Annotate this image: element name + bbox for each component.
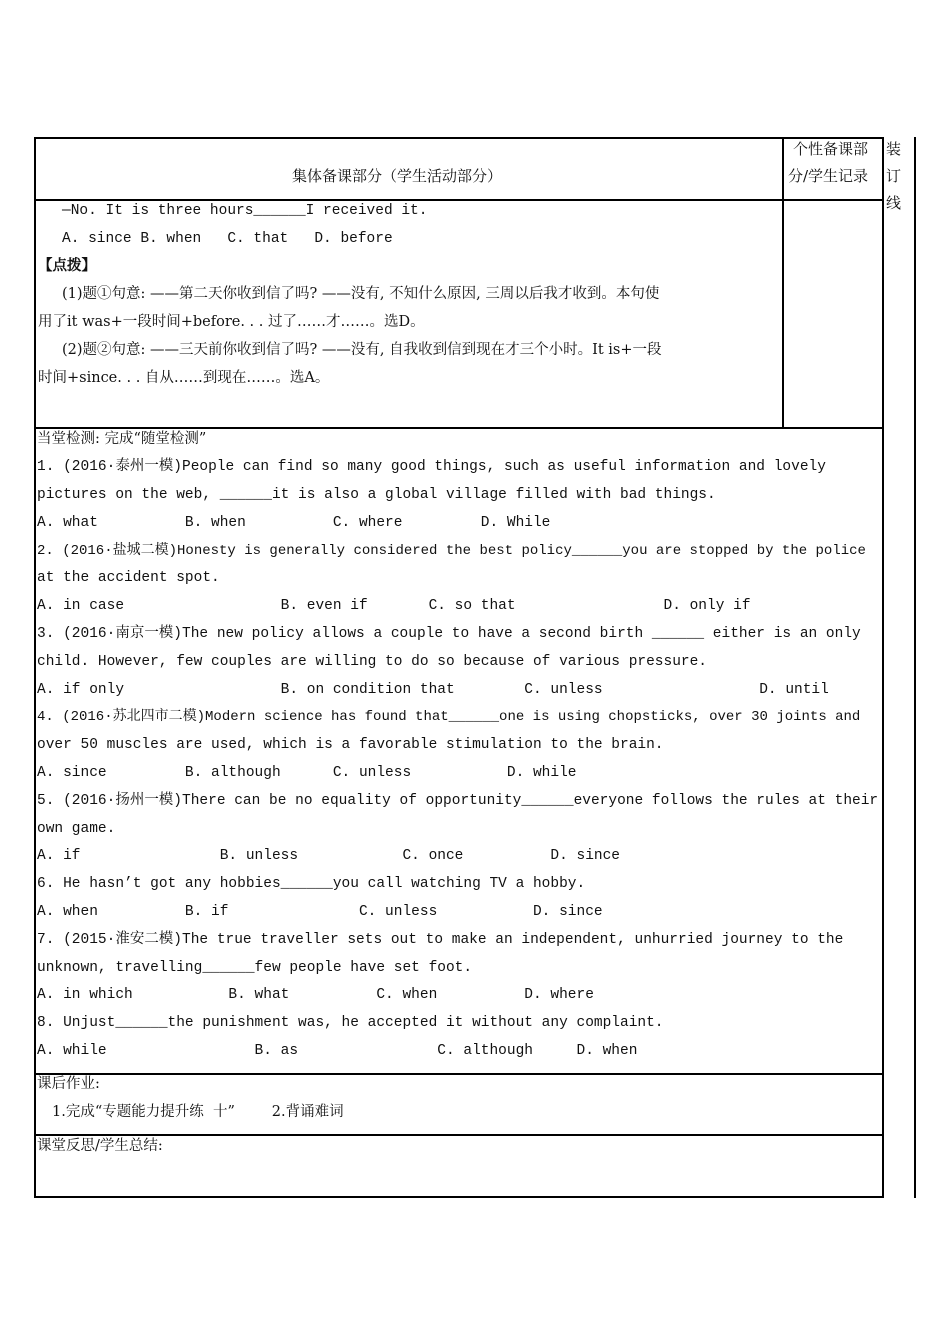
question-line: 8. Unjust______the punishment was, he accepted it without any complaint. bbox=[37, 1015, 664, 1031]
question-line: 3. (2016·南京一模)The new policy allows a couple to have a second birth ______ either is an only bbox=[37, 626, 861, 642]
section-divider-2 bbox=[34, 1073, 884, 1075]
question-line: over 50 muscles are used, which is a favorable stimulation to the brain. bbox=[37, 737, 664, 753]
question-line: own game. bbox=[37, 821, 116, 837]
margin-label-xian: 线 bbox=[886, 194, 902, 212]
margin-line bbox=[914, 137, 916, 1198]
table-top-border bbox=[34, 137, 884, 139]
question-line: 2. (2016·盐城二模)Honesty is generally considered the best policy______you are stopped by the police bbox=[37, 543, 866, 559]
column-divider bbox=[782, 137, 784, 428]
option-line: A. in which B. what C. when D. where bbox=[37, 987, 594, 1003]
question-line: 1. (2016·泰州一模)People can find so many good things, such as useful information and lovely bbox=[37, 459, 826, 475]
margin-label-ding: 订 bbox=[886, 167, 902, 185]
option-line: A. if only B. on condition that C. unless D. until bbox=[37, 682, 829, 698]
margin-label-zhuang: 装 bbox=[886, 140, 902, 158]
section-divider-3 bbox=[34, 1134, 884, 1136]
question-line: unknown, travelling______few people have set foot. bbox=[37, 960, 473, 976]
answer-line: —No. It is three hours______I received it. bbox=[62, 203, 428, 219]
hint-line-1: (1)题①句意: ——第二天你收到信了吗? ——没有, 不知什么原因, 三周以后我才收到。本句使 bbox=[62, 286, 660, 302]
check-title: 当堂检测: 完成“随堂检测” bbox=[37, 431, 207, 447]
question-line: pictures on the web, ______it is also a global village filled with bad things. bbox=[37, 487, 716, 503]
homework-line: 1.完成“专题能力提升练 十” 2.背诵难词 bbox=[52, 1104, 344, 1120]
option-line: A. since B. although C. unless D. while bbox=[37, 765, 577, 781]
section-divider-1 bbox=[34, 427, 884, 429]
option-line: A. if B. unless C. once D. since bbox=[37, 848, 620, 864]
question-line: 6. He hasn’t got any hobbies______you call watching TV a hobby. bbox=[37, 876, 586, 892]
question-line: at the accident spot. bbox=[37, 570, 220, 586]
option-line: A. when B. if C. unless D. since bbox=[37, 904, 603, 920]
table-right-border bbox=[882, 137, 884, 1198]
hint-line-3: (2)题②句意: ——三天前你收到信了吗? ——没有, 自我收到信到现在才三个小时。It is+一段 bbox=[62, 342, 662, 358]
option-line: A. while B. as C. although D. when bbox=[37, 1043, 638, 1059]
homework-title: 课后作业: bbox=[37, 1076, 100, 1092]
reflection-title: 课堂反思/学生总结: bbox=[37, 1138, 163, 1154]
option-line: A. in case B. even if C. so that D. only if bbox=[37, 598, 751, 614]
table-bottom-border bbox=[34, 1196, 884, 1198]
side-header-title-2: 分/学生记录 bbox=[788, 167, 869, 185]
side-header-title-1: 个性备课部 bbox=[793, 140, 869, 158]
header-divider bbox=[34, 199, 884, 201]
question-line: 4. (2016·苏北四市二模)Modern science has found that______one is using chopsticks, over 30 joints and bbox=[37, 709, 861, 725]
question-line: child. However, few couples are willing to do so because of various pressure. bbox=[37, 654, 708, 670]
options-line: A. since B. when C. that D. before bbox=[62, 231, 393, 247]
table-left-border bbox=[34, 137, 36, 1198]
option-line: A. what B. when C. where D. While bbox=[37, 515, 551, 531]
main-header-title: 集体备课部分（学生活动部分） bbox=[292, 167, 503, 185]
question-line: 7. (2015·淮安二模)The true traveller sets out to make an independent, unhurried journey to the bbox=[37, 932, 844, 948]
question-line: 5. (2016·扬州一模)There can be no equality of opportunity______everyone follows the rules at their bbox=[37, 793, 879, 809]
hint-line-2: 用了it was+一段时间+before. . . 过了……才……。选D。 bbox=[38, 314, 425, 330]
hint-heading: 【点拨】 bbox=[38, 257, 96, 274]
hint-line-4: 时间+since. . . 自从……到现在……。选A。 bbox=[38, 370, 330, 386]
